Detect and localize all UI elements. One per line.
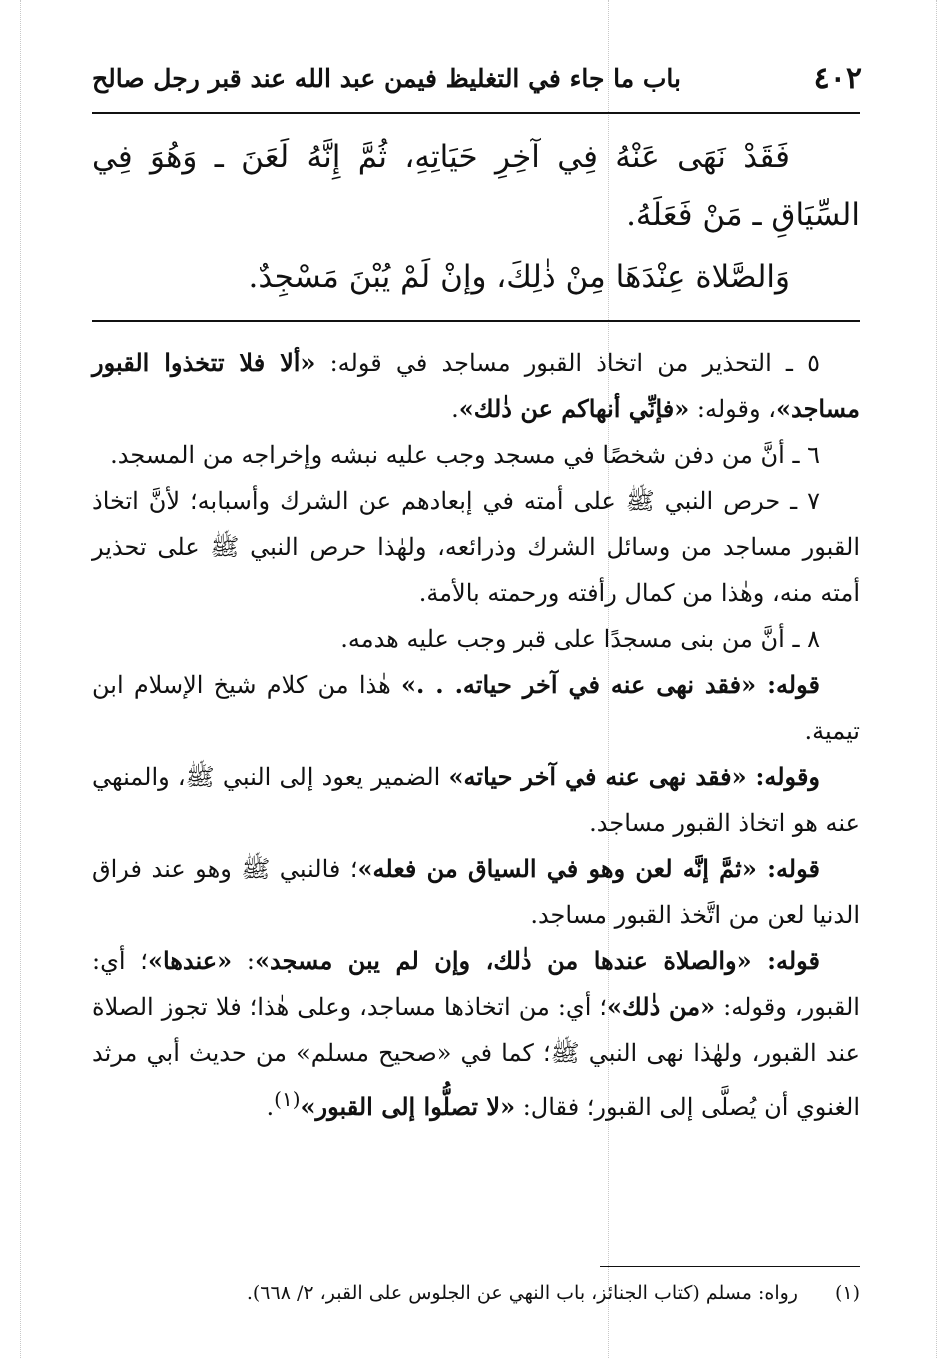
footnote-text: رواه: مسلم (كتاب الجنائز، باب النهي عن الجلوس على القبر، ٢/ ٦٦٨).	[246, 1282, 798, 1304]
footnote-number: (١)	[834, 1282, 860, 1304]
matn-line: فَقَدْ نَهَى عَنْهُ فِي آخِرِ حَيَاتِهِ، ثُمَّ إِنَّهُ لَعَنَ ـ وَهُوَ فِي السِّيَاقِ ـ مَنْ فَعَلَهُ.	[92, 139, 860, 233]
scan-dots	[20, 0, 21, 1358]
chapter-title: باب ما جاء في التغليظ فيمن عبد الله عند قبر رجل صالح	[92, 63, 681, 93]
comment-3: قوله: «ثمَّ إنَّه لعن وهو في السياق من فعله»؛ فالنبي ﷺ وهو عند فراق الدنيا لعن من اتَّخذ القبور مساجد.	[92, 854, 860, 929]
header-rule	[92, 112, 860, 114]
page-number: ٤٠٢	[813, 60, 862, 96]
matn-separator	[92, 320, 860, 322]
quoted-matn	[92, 128, 860, 306]
comment-1: قوله: «فقد نهى عنه في آخر حياته. . .» هٰذا من كلام شيخ الإسلام ابن تيمية.	[92, 670, 860, 745]
footnote-rule	[600, 1266, 860, 1267]
point-8: ٨ ـ أنَّ من بنى مسجدًا على قبر وجب عليه هدمه.	[340, 625, 820, 653]
matn-line: وَالصَّلاة عِنْدَهَا مِنْ ذٰلِكَ، وإنْ لَمْ يُبْنَ مَسْجِدٌ.	[248, 259, 790, 295]
point-5: ٥ ـ التحذير من اتخاذ القبور مساجد في قوله: «ألا فلا تتخذوا القبور مساجد»، وقوله: «فإنِّي أنهاكم عن ذٰلك».	[92, 348, 860, 423]
footnote	[92, 1278, 860, 1308]
commentary	[92, 340, 860, 1130]
comment-4: قوله: «والصلاة عندها من ذٰلك، وإن لم يبن مسجد»: «عندها»؛ أي: القبور، وقوله: «من ذٰلك»؛ أي: من اتخاذها مساجد، وعلى هٰذا؛ فلا تجوز الصلاة عند القبور، ولهٰذا نهى النبي ﷺ؛ كما في «صحيح مسلم» من حديث أبي مرثد الغنوي أن يُصلَّى إلى القبور؛ فقال: «لا تصلُّوا إلى القبور»$^{(١)}$.	[92, 946, 860, 1121]
point-6: ٦ ـ أنَّ من دفن شخصًا في مسجد وجب عليه نبشه وإخراجه من المسجد.	[110, 441, 820, 469]
point-7: ٧ ـ حرص النبي ﷺ على أمته في إبعادهم عن الشرك وأسبابه؛ لأنَّ اتخاذ القبور مساجد من وسائل الشرك وذرائعه، ولهٰذا حرص النبي ﷺ على تحذير أمته منه، وهٰذا من كمال رأفته ورحمته بالأمة.	[92, 487, 860, 607]
scan-dots	[936, 0, 937, 1358]
comment-2: وقوله: «فقد نهى عنه في آخر حياته» الضمير يعود إلى النبي ﷺ، والمنهي عنه هو اتخاذ القبور مساجد.	[92, 762, 860, 837]
running-header	[92, 48, 862, 108]
footnote-ref[interactable]: (١)	[274, 1087, 301, 1111]
